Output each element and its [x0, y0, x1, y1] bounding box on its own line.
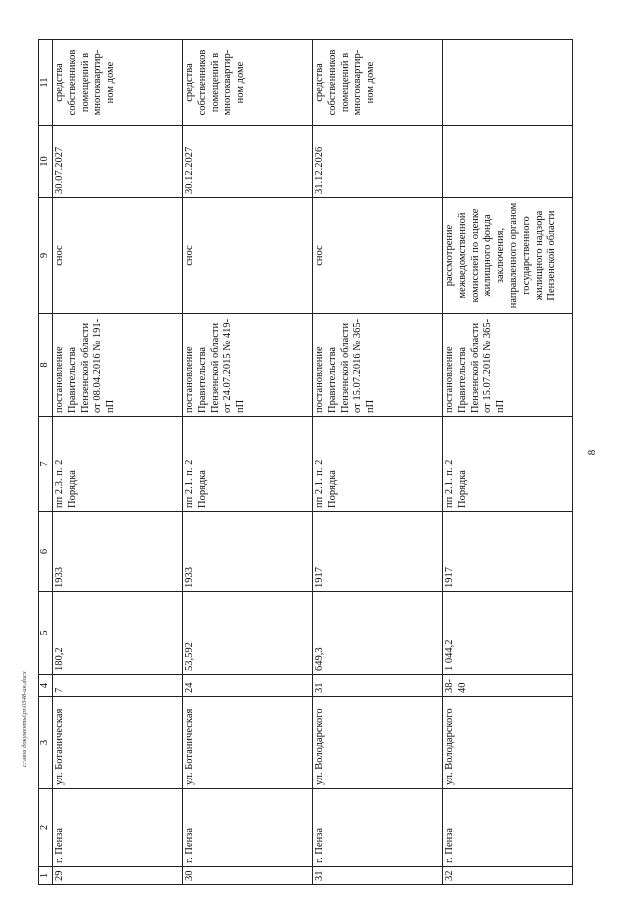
- house-number-cell: 7: [53, 675, 183, 697]
- column-number: 5: [39, 592, 53, 675]
- year-cell: 1933: [53, 512, 183, 592]
- action-cell: рассмотрение межведомственной комиссией по оценке жилищного фонда заключения, направленного органом государственного жилищного надзора Пензенской области: [443, 198, 573, 314]
- table-row: [183, 40, 313, 885]
- year-cell: 1917: [443, 512, 573, 592]
- legal-act-cell: постановление Правительства Пензенской области от 08.04.2016 № 191-пП: [53, 314, 183, 417]
- row-number: 31: [313, 867, 443, 885]
- action-cell: снос: [53, 198, 183, 314]
- area-cell: 180,2: [53, 592, 183, 675]
- city-cell: г. Пенза: [183, 789, 313, 867]
- street-cell: ул. Ботаническая: [53, 697, 183, 789]
- column-number-row: [39, 40, 53, 885]
- year-cell: 1917: [313, 512, 443, 592]
- action-cell: снос: [183, 198, 313, 314]
- column-number: 8: [39, 314, 53, 417]
- area-cell: 1 044,2: [443, 592, 573, 675]
- basis-cell: пп 2.1. п. 2 Порядка: [443, 417, 573, 512]
- funding-source-cell: средства собственников помещений в многоквартир-ном доме: [53, 40, 183, 126]
- area-cell: 53,592: [183, 592, 313, 675]
- street-cell: ул. Ботаническая: [183, 697, 313, 789]
- column-number: 7: [39, 417, 53, 512]
- column-number: 3: [39, 697, 53, 789]
- column-number: 10: [39, 126, 53, 198]
- city-cell: г. Пенза: [313, 789, 443, 867]
- city-cell: г. Пенза: [443, 789, 573, 867]
- funding-source-cell: средства собственников помещений в многоквартир-ном доме: [183, 40, 313, 126]
- year-cell: 1933: [183, 512, 313, 592]
- area-cell: 649,3: [313, 592, 443, 675]
- house-number-cell: 38-40: [443, 675, 573, 697]
- column-number: 9: [39, 198, 53, 314]
- housing-register-table: [38, 39, 573, 885]
- deadline-cell: 30.12.2027: [183, 126, 313, 198]
- city-cell: г. Пенза: [53, 789, 183, 867]
- deadline-cell: [443, 126, 573, 198]
- basis-cell: пп 2.3. п. 2 Порядка: [53, 417, 183, 512]
- table-row: [443, 40, 573, 885]
- funding-source-cell: средства собственников помещений в многоквартир-ном доме: [313, 40, 443, 126]
- table-row: [313, 40, 443, 885]
- row-number: 29: [53, 867, 183, 885]
- table-row: [53, 40, 183, 885]
- legal-act-cell: постановление Правительства Пензенской области от 15.07.2016 № 365-пП: [313, 314, 443, 417]
- funding-source-cell: [443, 40, 573, 126]
- row-number: 32: [443, 867, 573, 885]
- street-cell: ул. Володарского: [313, 697, 443, 789]
- column-number: 1: [39, 867, 53, 885]
- street-cell: ул. Володарского: [443, 697, 573, 789]
- deadline-cell: 30.07.2027: [53, 126, 183, 198]
- legal-act-cell: постановление Правительства Пензенской области от 15.07.2016 № 365-пП: [443, 314, 573, 417]
- house-number-cell: 31: [313, 675, 443, 697]
- file-path-footer: c:\мои документы\рз\0348-ин.docx: [21, 671, 28, 767]
- column-number: 11: [39, 40, 53, 126]
- basis-cell: пп 2.1. п. 2 Порядка: [183, 417, 313, 512]
- deadline-cell: 31.12.2026: [313, 126, 443, 198]
- action-cell: снос: [313, 198, 443, 314]
- page-number: 8: [586, 449, 598, 456]
- house-number-cell: 24: [183, 675, 313, 697]
- row-number: 30: [183, 867, 313, 885]
- column-number: 2: [39, 789, 53, 867]
- basis-cell: пп 2.1. п. 2 Порядка: [313, 417, 443, 512]
- column-number: 6: [39, 512, 53, 592]
- legal-act-cell: постановление Правительства Пензенской области от 24.07.2015 № 419-пП: [183, 314, 313, 417]
- column-number: 4: [39, 675, 53, 697]
